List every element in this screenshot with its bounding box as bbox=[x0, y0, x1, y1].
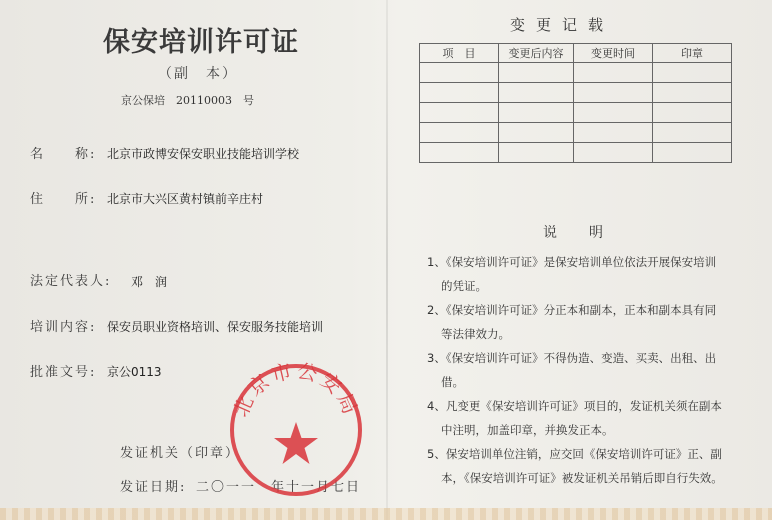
table-row bbox=[420, 123, 732, 143]
address-label: 住 所: bbox=[30, 192, 97, 207]
table-cell bbox=[574, 123, 653, 143]
approval-label: 批准文号: bbox=[30, 365, 97, 380]
legal-rep-label: 法定代表人: bbox=[30, 274, 112, 289]
issue-date-label: 发证日期: bbox=[120, 480, 187, 495]
header-change-time: 变更时间 bbox=[574, 44, 653, 63]
table-cell bbox=[574, 143, 653, 163]
table-cell bbox=[499, 123, 574, 143]
header-seal: 印章 bbox=[653, 44, 732, 63]
table-cell bbox=[653, 123, 732, 143]
legal-rep-value: 邓 润 bbox=[131, 275, 168, 289]
table-cell bbox=[499, 83, 574, 103]
svg-text:北京市公安局 bbox=[228, 360, 363, 420]
table-cell bbox=[420, 83, 499, 103]
change-record-title: 变更记载 bbox=[510, 16, 615, 34]
table-cell bbox=[420, 143, 499, 163]
seal-text: 北京市公安局 bbox=[228, 360, 364, 421]
note-item: 4、凡变更《保安培训许可证》项目的，发证机关须在副本中注明，加盖印章，并换发正本。 bbox=[427, 399, 722, 437]
table-cell bbox=[653, 63, 732, 83]
note-item: 1、《保安培训许可证》是保安培训单位依法开展保安培训的凭证。 bbox=[427, 255, 717, 293]
name-value: 北京市政博安保安职业技能培训学校 bbox=[107, 147, 300, 161]
table-cell bbox=[574, 103, 653, 123]
copy-subtitle: （副 本） bbox=[158, 66, 238, 82]
certificate-title: 保安培训许可证 bbox=[103, 27, 299, 58]
notes-list bbox=[427, 250, 727, 490]
table-cell bbox=[499, 63, 574, 83]
paper-edge bbox=[0, 508, 772, 520]
note-item: 3、《保安培训许可证》不得伪造、变造、买卖、出租、出借。 bbox=[427, 351, 717, 389]
address-value: 北京市大兴区黄村镇前辛庄村 bbox=[107, 192, 264, 206]
table-cell bbox=[653, 103, 732, 123]
table-header-row bbox=[420, 44, 732, 63]
table-row bbox=[420, 143, 732, 163]
training-value: 保安员职业资格培训、保安服务技能培训 bbox=[107, 320, 324, 334]
note-item: 2、《保安培训许可证》分正本和副本，正本和副本具有同等法律效力。 bbox=[427, 303, 717, 341]
table-cell bbox=[574, 83, 653, 103]
official-seal-stamp bbox=[226, 360, 366, 500]
note-item: 5、保安培训单位注销，应交回《保安培训许可证》正、副本，《保安培训许可证》被发证机关吊销后即自行失效。 bbox=[427, 447, 723, 485]
table-row bbox=[420, 83, 732, 103]
name-label: 名 称: bbox=[30, 147, 97, 162]
table-cell bbox=[499, 103, 574, 123]
table-row bbox=[420, 63, 732, 83]
issue-date-value: 二〇一一 年十一月七日 bbox=[196, 480, 362, 495]
issuer-label: 发证机关（印章） bbox=[120, 446, 241, 461]
notes-title: 说明 bbox=[543, 225, 635, 241]
table-cell bbox=[499, 143, 574, 163]
table-cell bbox=[653, 83, 732, 103]
change-record-table bbox=[419, 43, 732, 163]
header-item: 项 目 bbox=[420, 44, 499, 63]
table-row bbox=[420, 103, 732, 123]
table-cell bbox=[574, 63, 653, 83]
certificate-number: 京公保培 20110003 号 bbox=[121, 94, 254, 107]
page-fold bbox=[386, 0, 388, 520]
table-cell bbox=[420, 103, 499, 123]
header-new-content: 变更后内容 bbox=[499, 44, 574, 63]
table-cell bbox=[420, 123, 499, 143]
training-label: 培训内容: bbox=[30, 320, 97, 335]
seal-star-icon bbox=[274, 422, 318, 464]
approval-value: 京公0113 bbox=[107, 365, 162, 379]
table-cell bbox=[420, 63, 499, 83]
table-cell bbox=[653, 143, 732, 163]
